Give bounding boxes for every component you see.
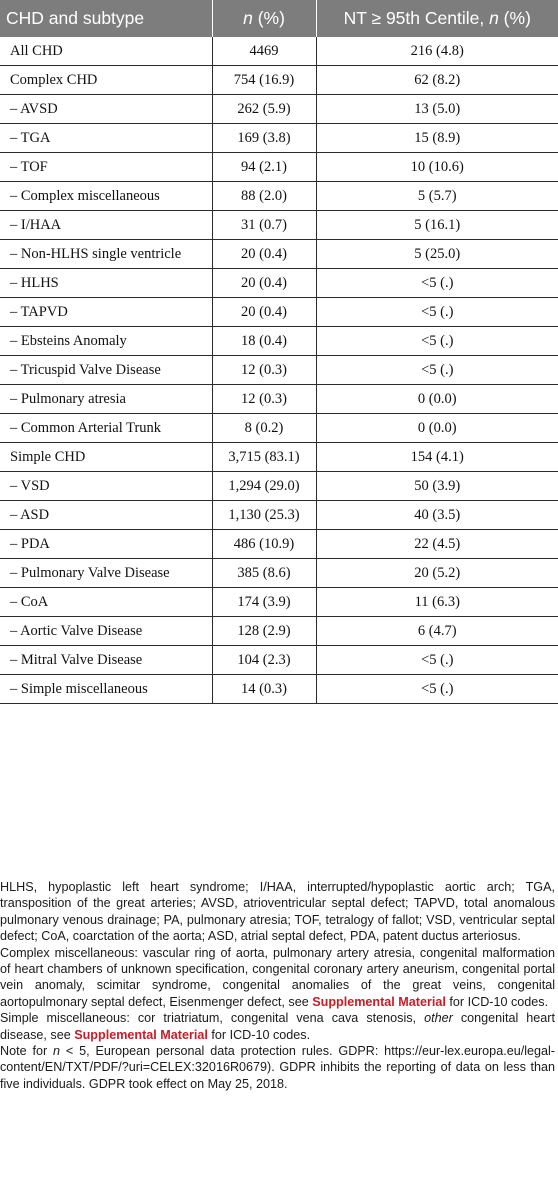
row-n-percent: 169 (3.8) [212,124,316,153]
footnote-abbreviations: HLHS, hypoplastic left heart syndrome; I/HAA, interrupted/hypoplastic aortic arch; TGA, transposition of the great arteries; AVSD, atrioventricular septal defect; TAPVD, total anomalous pulmonary venous drainage; PA, pulmonary atresia; TOF, tetralogy of fallot; VSD, ventricular septal defect; CoA, coarctation of the aorta; ASD, atrial septal defect, PDA, patent ductus arteriosus. [0,880,555,944]
row-n-percent: 8 (0.2) [212,414,316,443]
footnote-complex-tail: for ICD-10 codes. [445,994,549,1009]
footnote-simple-italic: other [424,1011,453,1026]
table-row [0,240,558,269]
row-nt-percent: 10 (10.6) [316,153,558,182]
row-label: – ASD [0,501,212,530]
row-label: – TGA [0,124,212,153]
header-nt-italic: n [489,8,499,28]
supplemental-material-link-1[interactable]: Supplemental Material [312,994,446,1009]
row-n-percent: 128 (2.9) [212,617,316,646]
table-row [0,298,558,327]
row-n-percent: 20 (0.4) [212,269,316,298]
footnote-gdpr-italic: n [53,1044,61,1059]
row-n-percent: 14 (0.3) [212,675,316,704]
row-n-percent: 104 (2.3) [212,646,316,675]
header-n-rest: (%) [252,8,285,28]
header-n-italic: n [243,8,253,28]
row-label: – Mitral Valve Disease [0,646,212,675]
table-row [0,530,558,559]
supplemental-material-link-2[interactable]: Supplemental Material [74,1027,208,1042]
row-label: – Aortic Valve Disease [0,617,212,646]
row-label: – VSD [0,472,212,501]
row-label: – AVSD [0,95,212,124]
row-nt-percent: 216 (4.8) [316,37,558,66]
row-nt-percent: 20 (5.2) [316,559,558,588]
row-n-percent: 94 (2.1) [212,153,316,182]
footnote-simple-misc [0,1010,555,1043]
table-row [0,617,558,646]
row-label: – TOF [0,153,212,182]
row-n-percent: 18 (0.4) [212,327,316,356]
table-row [0,153,558,182]
row-nt-percent: 6 (4.7) [316,617,558,646]
row-label: – Tricuspid Valve Disease [0,356,212,385]
row-label: – Common Arterial Trunk [0,414,212,443]
table-footnotes [0,879,555,1092]
row-nt-percent: 13 (5.0) [316,95,558,124]
table-row [0,646,558,675]
row-n-percent: 88 (2.0) [212,182,316,211]
row-label: – PDA [0,530,212,559]
row-label: – HLHS [0,269,212,298]
row-label: – Ebsteins Anomaly [0,327,212,356]
row-nt-percent: 5 (25.0) [316,240,558,269]
row-n-percent: 1,294 (29.0) [212,472,316,501]
row-label: – CoA [0,588,212,617]
table-row [0,443,558,472]
row-nt-percent: <5 (.) [316,327,558,356]
row-nt-percent: 0 (0.0) [316,414,558,443]
row-n-percent: 12 (0.3) [212,356,316,385]
table-row [0,501,558,530]
row-label: All CHD [0,37,212,66]
row-nt-percent: <5 (.) [316,356,558,385]
table-row [0,327,558,356]
table-row [0,37,558,66]
row-label: – Simple miscellaneous [0,675,212,704]
row-nt-percent: 154 (4.1) [316,443,558,472]
table-row [0,414,558,443]
table-row [0,472,558,501]
row-nt-percent: 5 (16.1) [316,211,558,240]
footnote-gdpr [0,1043,555,1092]
row-nt-percent: 50 (3.9) [316,472,558,501]
footnote-gdpr-text: < 5, European personal data protection rules. GDPR: https://eur-lex.europa.eu/legal-content/EN/TXT/PDF/?uri=CELEX:32016R0679). GDPR inhibits the reporting of data on less than five individuals. GDPR took effect on May 25, 2018. [0,1044,555,1091]
row-n-percent: 1,130 (25.3) [212,501,316,530]
row-nt-percent: 22 (4.5) [316,530,558,559]
row-nt-percent: <5 (.) [316,298,558,327]
row-n-percent: 3,715 (83.1) [212,443,316,472]
row-label: Simple CHD [0,443,212,472]
header-nt-centile [316,0,558,37]
row-nt-percent: 62 (8.2) [316,66,558,95]
table-row [0,559,558,588]
footnote-simple-text: Simple miscellaneous: cor triatriatum, congenital vena cava stenosis, [0,1011,425,1026]
table-row [0,385,558,414]
table-row [0,211,558,240]
row-nt-percent: <5 (.) [316,269,558,298]
row-label: – Complex miscellaneous [0,182,212,211]
footnote-complex-text: Complex miscellaneous: vascular ring of aorta, pulmonary artery atresia, congenital malformation of heart chambers of unknown specification, congenital coronary artery aneurism, congenital portal vein anomaly, scimitar syndrome, congenital anomalies of the great veins, congenital aortopulmonary septal defect, Eisenmenger defect, see [0,945,555,1009]
row-n-percent: 262 (5.9) [212,95,316,124]
row-nt-percent: 15 (8.9) [316,124,558,153]
footnote-gdpr-pre: Note for [0,1044,54,1059]
table-row [0,588,558,617]
header-n-percent [212,0,316,37]
row-label: – I/HAA [0,211,212,240]
footnote-simple-mid: congenital heart disease, see [0,1011,555,1042]
header-chd-subtype: CHD and subtype [0,0,212,37]
header-nt-rest: (%) [498,8,531,28]
row-n-percent: 31 (0.7) [212,211,316,240]
row-label: Complex CHD [0,66,212,95]
table-row [0,95,558,124]
row-n-percent: 4469 [212,37,316,66]
row-label: – TAPVD [0,298,212,327]
row-n-percent: 174 (3.9) [212,588,316,617]
row-nt-percent: 5 (5.7) [316,182,558,211]
table-body [0,37,558,704]
footnote-complex-misc [0,945,555,1011]
row-n-percent: 20 (0.4) [212,298,316,327]
row-label: – Pulmonary atresia [0,385,212,414]
table-row [0,66,558,95]
row-label: – Pulmonary Valve Disease [0,559,212,588]
row-nt-percent: <5 (.) [316,646,558,675]
table-row [0,356,558,385]
table-row [0,182,558,211]
table-header-row [0,0,558,37]
header-nt-pre: NT ≥ 95th Centile, [343,8,490,28]
table-row [0,124,558,153]
row-nt-percent: <5 (.) [316,675,558,704]
row-n-percent: 385 (8.6) [212,559,316,588]
footnote-simple-tail: for ICD-10 codes. [207,1027,311,1042]
row-label: – Non-HLHS single ventricle [0,240,212,269]
table-row [0,675,558,704]
row-n-percent: 754 (16.9) [212,66,316,95]
row-n-percent: 486 (10.9) [212,530,316,559]
row-n-percent: 12 (0.3) [212,385,316,414]
row-nt-percent: 0 (0.0) [316,385,558,414]
row-nt-percent: 40 (3.5) [316,501,558,530]
row-n-percent: 20 (0.4) [212,240,316,269]
row-nt-percent: 11 (6.3) [316,588,558,617]
table-row [0,269,558,298]
